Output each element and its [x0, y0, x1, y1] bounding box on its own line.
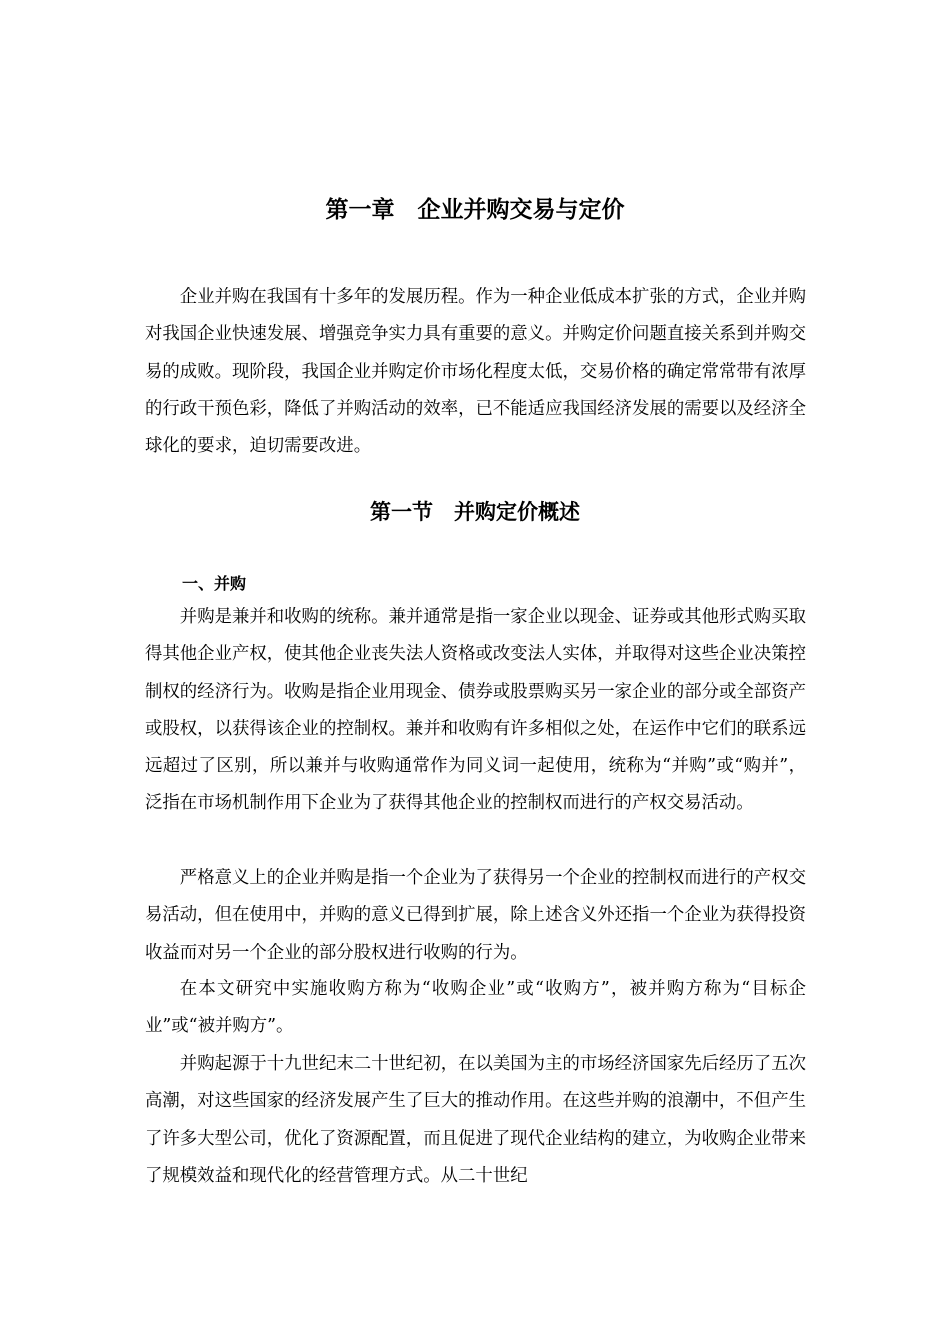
intro-paragraph: 企业并购在我国有十多年的发展历程。作为一种企业低成本扩张的方式，企业并购对我国企业快速发展、增强竞争实力具有重要的意义。并购定价问题直接关系到并购交易的成败。现阶段，我国企业并购定价市场化程度太低，交易价格的确定常常带有浓厚的行政干预色彩，降低了并购活动的效率，已不能适应我国经济发展的需要以及经济全球化的要求，迫切需要改进。: [145, 287, 806, 457]
body-paragraph: 在本文研究中实施收购方称为“收购企业”或“收购方”，被并购方称为“目标企业”或“被并购方”。: [145, 979, 806, 1037]
body-paragraph: 并购是兼并和收购的统称。兼并通常是指一家企业以现金、证券或其他形式购买取得其他企业产权，使其他企业丧失法人资格或改变法人实体，并取得对这些企业决策控制权的经济行为。收购是指企业用现金、债券或股票购买另一家企业的部分或全部资产或股权，以获得该企业的控制权。兼并和收购有许多相似之处，在运作中它们的联系远远超过了区别，所以兼并与收购通常作为同义词一起使用，统称为“并购”或“购并”，泛指在市场机制作用下企业为了获得其他企业的控制权而进行的产权交易活动。: [145, 607, 806, 814]
subsection-title: 一、并购: [182, 574, 247, 593]
chapter-title: 第一章 企业并购交易与定价: [325, 197, 625, 223]
body-paragraph: 严格意义上的企业并购是指一个企业为了获得另一个企业的控制权而进行的产权交易活动，但在使用中，并购的意义已得到扩展，除上述含义外还指一个企业为获得投资收益而对另一个企业的部分股权进行收购的行为。: [145, 868, 806, 963]
section-title: 第一节 并购定价概述: [370, 500, 580, 524]
body-paragraph: 并购起源于十九世纪末二十世纪初，在以美国为主的市场经济国家先后经历了五次高潮，对这些国家的经济发展产生了巨大的推动作用。在这些并购的浪潮中，不但产生了许多大型公司，优化了资源配置，而且促进了现代企业结构的建立，为收购企业带来了规模效益和现代化的经营管理方式。从二十世纪: [145, 1054, 806, 1186]
